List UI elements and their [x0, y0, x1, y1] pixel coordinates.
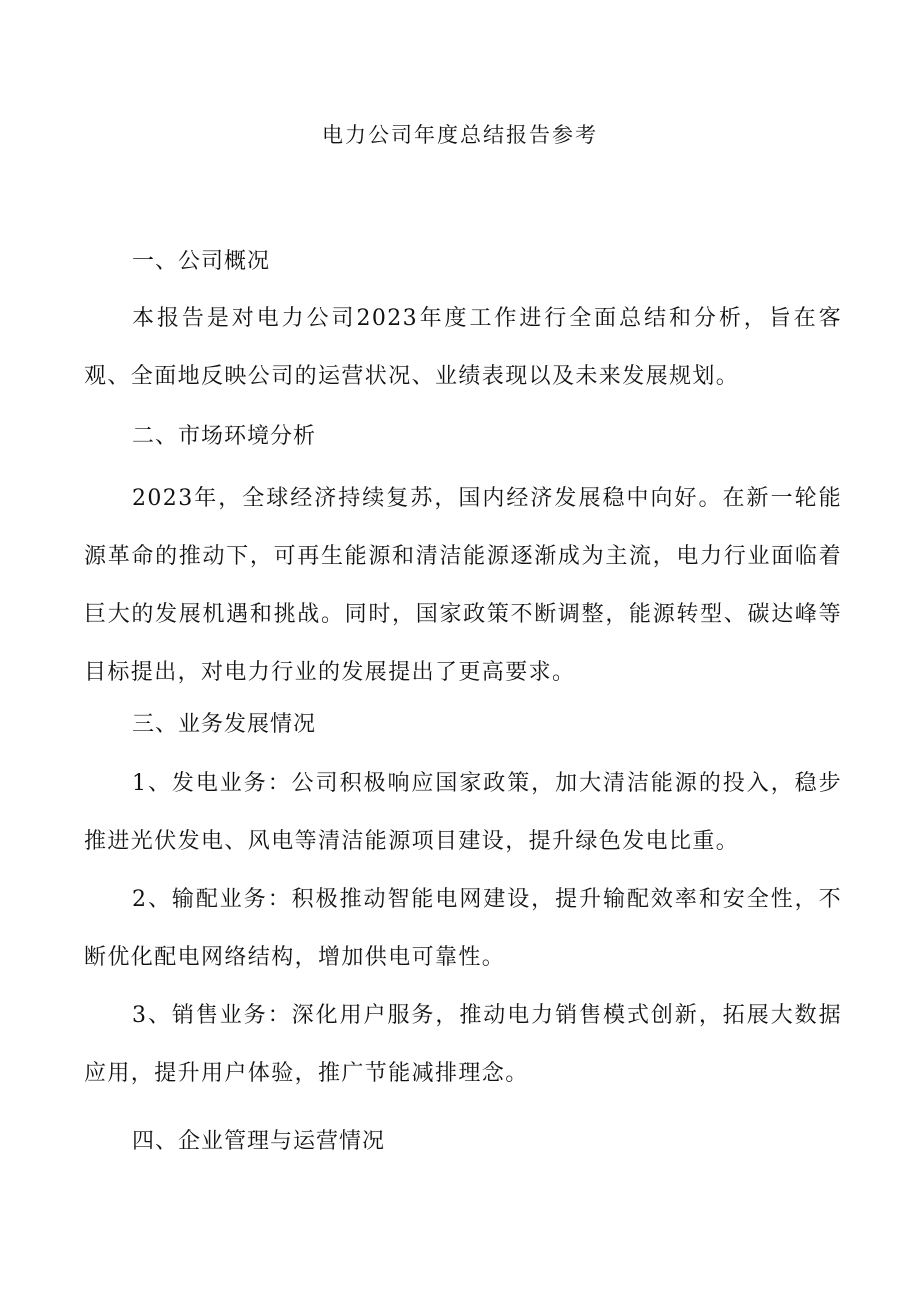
paragraph-overview: 本报告是对电力公司2023年度工作进行全面总结和分析，旨在客观、全面地反映公司的运营状况、业绩表现以及未来发展规划。	[84, 306, 842, 389]
paragraph-generation: 1、发电业务：公司积极响应国家政策，加大清洁能源的投入，稳步推进光伏发电、风电等清洁能源项目建设，提升绿色发电比重。	[84, 771, 842, 854]
document-title: 电力公司年度总结报告参考	[322, 123, 598, 147]
section-heading-overview: 一、公司概况	[132, 249, 271, 274]
section-heading-management: 四、企业管理与运营情况	[132, 1129, 386, 1154]
section-heading-business: 三、业务发展情况	[132, 712, 317, 737]
paragraph-market: 2023年，全球经济持续复苏，国内经济发展稳中向好。在新一轮能源革命的推动下，可再生能源和清洁能源逐渐成为主流，电力行业面临着巨大的发展机遇和挑战。同时，国家政策不断调整，能源转型、碳达峰等目标提出，对电力行业的发展提出了更高要求。	[84, 486, 842, 685]
paragraph-distribution: 2、输配业务：积极推动智能电网建设，提升输配效率和安全性，不断优化配电网络结构，增加供电可靠性。	[84, 887, 842, 970]
section-heading-market: 二、市场环境分析	[132, 424, 317, 449]
paragraph-sales: 3、销售业务：深化用户服务，推动电力销售模式创新，拓展大数据应用，提升用户体验，推广节能减排理念。	[84, 1003, 842, 1086]
